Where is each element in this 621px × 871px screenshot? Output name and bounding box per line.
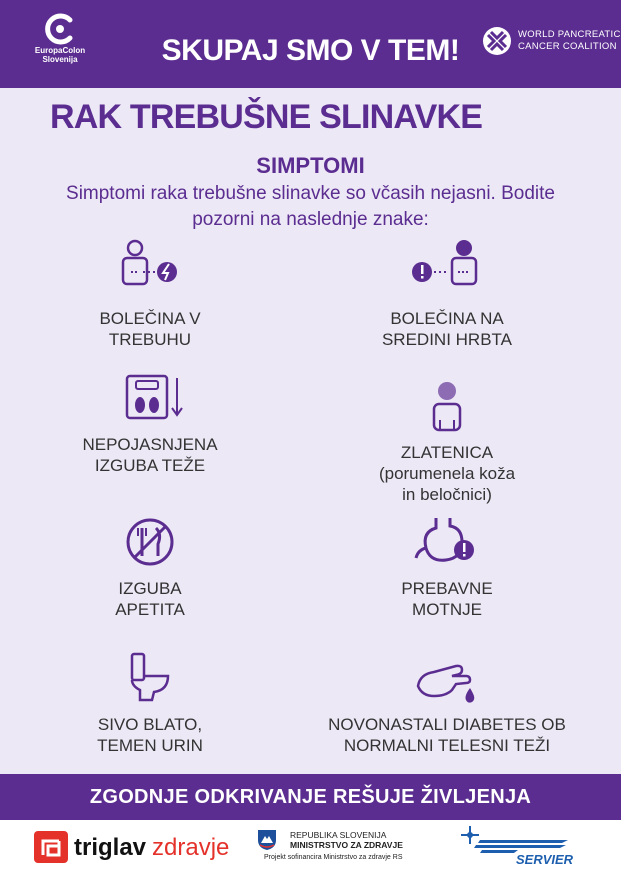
scale-weight-loss-icon <box>105 372 195 424</box>
triglav-logo-icon <box>34 831 68 863</box>
intro-text: Simptomi raka trebušne slinavke so včasih nejasni. Bodite pozorni na naslednje znake: <box>66 183 555 230</box>
footer-slogan: ZGODNJE ODKRIVANJE REŠUJE ŽIVLJENJA <box>0 774 621 820</box>
blood-drop-finger-icon <box>412 656 482 704</box>
stomach-icon <box>412 514 482 568</box>
jaundice-person-icon <box>417 380 477 432</box>
no-fork-knife-icon <box>122 516 178 568</box>
servier-logo <box>458 826 588 866</box>
ministry-line2: MINISTRSTVO ZA ZDRAVJE <box>290 840 403 850</box>
page-title: RAK TREBUŠNE SLINAVKE <box>50 98 483 136</box>
symptom-label: ZLATENICA (porumenela koža in beločnici) <box>378 443 516 504</box>
section-subtitle: SIMPTOMI <box>256 153 365 178</box>
symptom-jaundice <box>337 380 557 505</box>
servier-word: SERVIER <box>516 852 574 867</box>
symptom-label: SIVO BLATO, TEMEN URIN <box>97 715 203 755</box>
wpcc-logo-icon <box>482 26 512 56</box>
toilet-icon <box>122 650 178 704</box>
wpcc-line1: WORLD PANCREATIC <box>518 29 621 40</box>
header-title: SKUPAJ SMO V TEM! <box>161 34 460 67</box>
wpcc-line2: CANCER COALITION <box>518 41 617 52</box>
sponsor-logos <box>0 820 621 871</box>
header-band <box>0 0 621 88</box>
symptom-abdominal-pain <box>40 238 260 350</box>
zdravje-word: zdravje <box>152 834 230 861</box>
europacolon-line2: Slovenija <box>42 55 78 64</box>
symptom-back-pain <box>337 238 557 350</box>
abdominal-pain-icon <box>105 238 195 298</box>
ministry-cofinance-note: Projekt sofinancira Ministrstvo za zdravje RS <box>264 854 403 861</box>
symptom-label: PREBAVNE MOTNJE <box>401 579 493 619</box>
triglav-logo <box>34 831 230 863</box>
ministry-line1: REPUBLIKA SLOVENIJA <box>290 830 387 840</box>
wpcc-logo <box>482 26 621 60</box>
symptom-label: BOLEČINA NA SREDINI HRBTA <box>381 309 513 349</box>
symptom-label: BOLEČINA V TREBUHU <box>99 309 201 349</box>
symptom-label: NOVONASTALI DIABETES OB NORMALNI TELESNI TEŽI <box>328 715 566 755</box>
back-pain-icon <box>402 238 492 298</box>
symptom-weight-loss <box>40 372 260 476</box>
symptom-label: NEPOJASNJENA IZGUBA TEŽE <box>82 435 218 475</box>
symptom-new-diabetes <box>297 656 597 756</box>
triglav-word: triglav <box>74 834 147 861</box>
symptom-appetite-loss <box>40 516 260 620</box>
symptom-label: IZGUBA APETITA <box>115 579 185 619</box>
europacolon-line1: EuropaColon <box>34 46 86 55</box>
slovenian-coat-of-arms-icon <box>254 828 280 852</box>
symptom-digestive-problems <box>337 514 557 620</box>
ministry-logo <box>254 828 434 866</box>
symptom-pale-stool-dark-urine <box>40 650 260 756</box>
